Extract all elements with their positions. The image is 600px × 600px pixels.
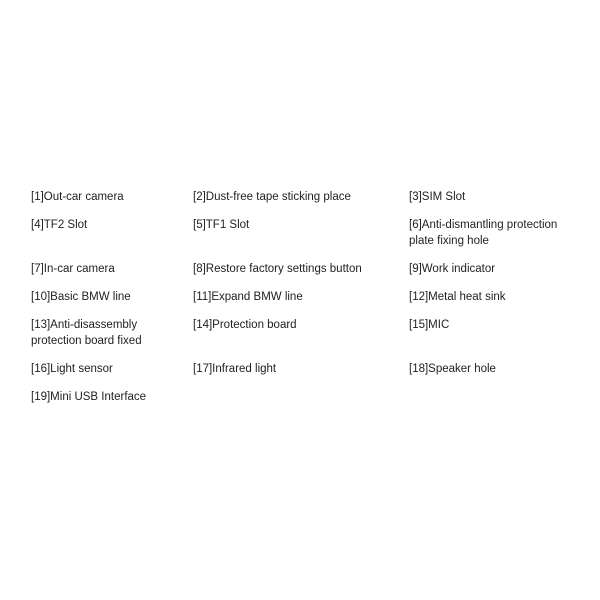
legend-item-restore-factory-button: [8]Restore factory settings button [193,263,362,275]
legend-row [31,289,576,305]
legend-item-infrared-light: [17]Infrared light [193,363,277,375]
legend-item-work-indicator: [9]Work indicator [409,263,496,275]
legend-item-speaker-hole: [18]Speaker hole [409,363,496,375]
legend-row [31,189,576,205]
legend-row [31,261,576,277]
legend-item-metal-heat-sink: [12]Metal heat sink [409,291,506,303]
legend-item-anti-disassembly-fixed: [13]Anti-disassembly protection board fixed [31,319,142,347]
legend-item-tf1-slot: [5]TF1 Slot [193,219,250,231]
legend-row [31,361,576,377]
legend-item-anti-dismantling-hole: [6]Anti-dismantling protection plate fixing hole [409,219,558,247]
legend-item-mini-usb-interface: [19]Mini USB Interface [31,391,147,403]
legend-item-in-car-camera: [7]In-car camera [31,263,115,275]
parts-legend [31,189,576,405]
legend-item-light-sensor: [16]Light sensor [31,363,113,375]
legend-item-out-car-camera: [1]Out-car camera [31,191,124,203]
legend-item-basic-bmw-line: [10]Basic BMW line [31,291,131,303]
legend-item-mic: [15]MIC [409,319,450,331]
legend-item-tf2-slot: [4]TF2 Slot [31,219,88,231]
legend-item-sim-slot: [3]SIM Slot [409,191,466,203]
legend-row [31,217,576,249]
legend-row [31,317,576,349]
legend-item-protection-board: [14]Protection board [193,319,297,331]
legend-row [31,389,576,405]
legend-item-expand-bmw-line: [11]Expand BMW line [193,291,303,303]
legend-item-dust-free-tape-place: [2]Dust-free tape sticking place [193,191,351,203]
